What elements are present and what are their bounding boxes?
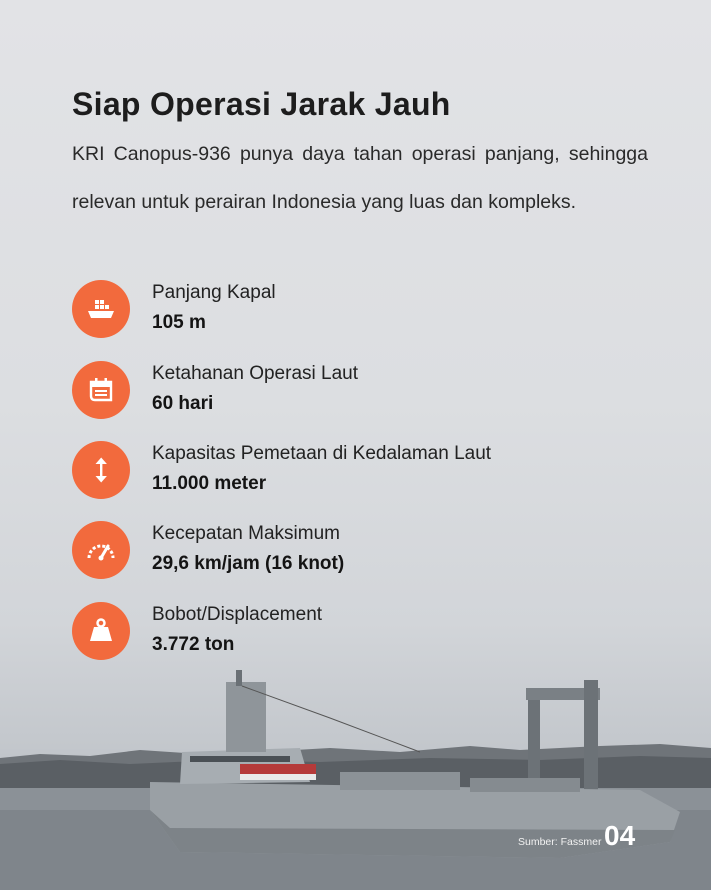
- spec-value: 60 hari: [152, 393, 214, 414]
- spec-value: 105 m: [152, 312, 206, 333]
- vertical-arrows-icon: [72, 441, 130, 499]
- calendar-icon: [72, 361, 130, 419]
- ship-photo: [0, 660, 711, 890]
- page-number: 04: [604, 820, 636, 851]
- headline: Siap Operasi Jarak Jauh: [72, 86, 451, 122]
- spec-value: 11.000 meter: [152, 473, 267, 494]
- spec-label: Ketahanan Operasi Laut: [152, 363, 358, 384]
- spec-label: Kapasitas Pemetaan di Kedalaman Laut: [152, 443, 492, 464]
- spec-label: Bobot/Displacement: [152, 604, 323, 625]
- source-credit: Sumber: Fassmer: [518, 836, 602, 848]
- spec-label: Panjang Kapal: [152, 282, 276, 303]
- spec-value: 3.772 ton: [152, 634, 235, 655]
- spec-label: Kecepatan Maksimum: [152, 523, 340, 544]
- spec-item-length: [72, 280, 648, 340]
- spec-item-displacement: [72, 602, 648, 662]
- spec-item-mapping-depth: [72, 441, 648, 501]
- spec-item-endurance: [72, 361, 648, 421]
- spec-item-max-speed: [72, 521, 648, 581]
- weight-icon: [72, 602, 130, 660]
- lead-paragraph: KRI Canopus-936 punya daya tahan operasi panjang, sehingga relevan untuk perairan Indonesia yang luas dan kompleks.: [72, 143, 648, 213]
- ship-icon: [72, 280, 130, 338]
- spec-value: 29,6 km/jam (16 knot): [152, 553, 345, 574]
- speedometer-icon: [72, 521, 130, 579]
